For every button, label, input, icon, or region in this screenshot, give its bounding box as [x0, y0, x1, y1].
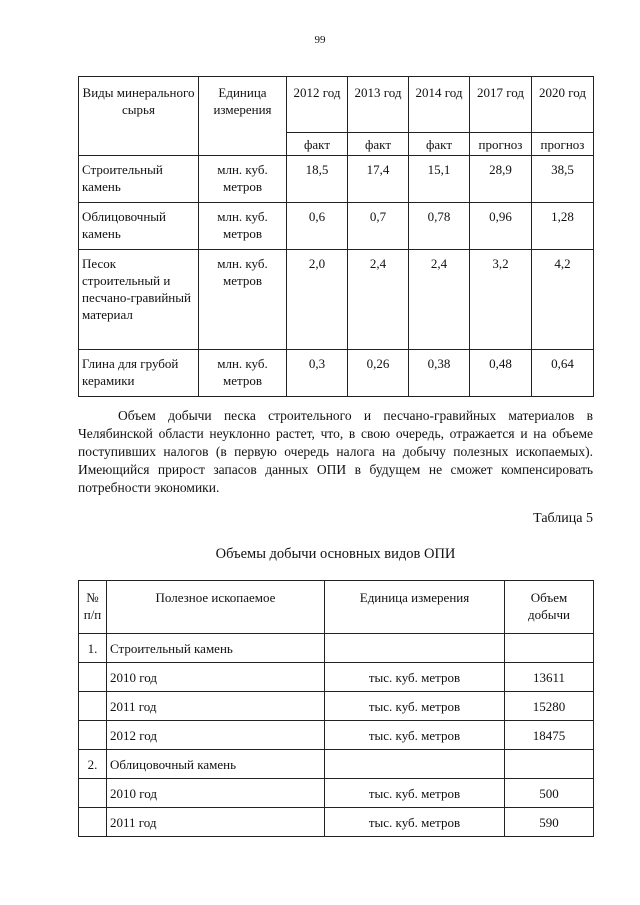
unit-cell: млн. куб. метров	[199, 350, 287, 397]
empty-cell	[79, 663, 107, 692]
mineral-name: Облицовочный камень	[79, 203, 199, 250]
header-year: 2012 год	[287, 77, 348, 133]
value-cell: 4,2	[532, 250, 594, 350]
mineral-name: Строительный камень	[79, 156, 199, 203]
value-cell: 15,1	[409, 156, 470, 203]
header-unit: Единица измерения	[199, 77, 287, 156]
value-cell: 0,6	[287, 203, 348, 250]
unit-cell: тыс. куб. метров	[325, 663, 505, 692]
value-cell: 38,5	[532, 156, 594, 203]
page-number: 99	[314, 34, 326, 46]
unit-cell: млн. куб. метров	[199, 250, 287, 350]
table-row	[79, 203, 594, 250]
header-year: 2014 год	[409, 77, 470, 133]
extraction-volumes-table	[78, 580, 594, 837]
empty-cell	[79, 779, 107, 808]
value-cell: 0,96	[470, 203, 532, 250]
body-paragraph: Объем добычи песка строительного и песчано-гравийных материалов в Челябинской области неуклонно растет, что, в свою очередь, отражается и на объеме поступивших налогов (в первую очередь налога на добычу полезных ископаемых). Имеющийся прирост запасов данных ОПИ в будущем не сможет компенсировать потребности экономики.	[78, 408, 593, 495]
value-cell: 0,7	[348, 203, 409, 250]
header-status: прогноз	[532, 133, 594, 156]
header-mineral: Полезное ископаемое	[107, 581, 325, 634]
table-row	[79, 779, 594, 808]
value-cell: 0,48	[470, 350, 532, 397]
value-cell: 0,78	[409, 203, 470, 250]
value-cell: 0,64	[532, 350, 594, 397]
header-number: № п/п	[79, 581, 107, 634]
table-row	[79, 663, 594, 692]
year-cell: 2011 год	[107, 692, 325, 721]
header-year: 2013 год	[348, 77, 409, 133]
mineral-forecast-table	[78, 76, 594, 397]
group-row	[79, 634, 594, 663]
header-status: прогноз	[470, 133, 532, 156]
value-cell: 17,4	[348, 156, 409, 203]
value-cell: 18,5	[287, 156, 348, 203]
year-cell: 2011 год	[107, 808, 325, 837]
value-cell: 18475	[505, 721, 594, 750]
value-cell: 15280	[505, 692, 594, 721]
group-number: 2.	[79, 750, 107, 779]
table-row	[79, 721, 594, 750]
table-row	[79, 156, 594, 203]
value-cell: 1,28	[532, 203, 594, 250]
table-label: Таблица 5	[533, 511, 593, 526]
empty-cell	[325, 750, 505, 779]
unit-cell: тыс. куб. метров	[325, 692, 505, 721]
table-title: Объемы добычи основных видов ОПИ	[215, 546, 456, 562]
empty-cell	[79, 692, 107, 721]
value-cell: 0,26	[348, 350, 409, 397]
empty-cell	[79, 721, 107, 750]
header-year: 2020 год	[532, 77, 594, 133]
value-cell: 500	[505, 779, 594, 808]
year-cell: 2012 год	[107, 721, 325, 750]
empty-cell	[505, 634, 594, 663]
value-cell: 590	[505, 808, 594, 837]
table-row	[79, 808, 594, 837]
header-status: факт	[287, 133, 348, 156]
header-unit: Единица измерения	[325, 581, 505, 634]
mineral-name: Глина для грубой керамики	[79, 350, 199, 397]
value-cell: 28,9	[470, 156, 532, 203]
table-row	[79, 692, 594, 721]
group-number: 1.	[79, 634, 107, 663]
header-mineral-type: Виды минерального сырья	[79, 77, 199, 156]
group-name: Облицовочный камень	[107, 750, 325, 779]
value-cell: 0,38	[409, 350, 470, 397]
value-cell: 2,0	[287, 250, 348, 350]
unit-cell: млн. куб. метров	[199, 156, 287, 203]
year-cell: 2010 год	[107, 779, 325, 808]
group-name: Строительный камень	[107, 634, 325, 663]
value-cell: 0,3	[287, 350, 348, 397]
header-year: 2017 год	[470, 77, 532, 133]
value-cell: 2,4	[409, 250, 470, 350]
header-status: факт	[409, 133, 470, 156]
value-cell: 13611	[505, 663, 594, 692]
unit-cell: тыс. куб. метров	[325, 779, 505, 808]
unit-cell: тыс. куб. метров	[325, 808, 505, 837]
group-row	[79, 750, 594, 779]
header-status: факт	[348, 133, 409, 156]
year-cell: 2010 год	[107, 663, 325, 692]
empty-cell	[79, 808, 107, 837]
value-cell: 3,2	[470, 250, 532, 350]
table-row	[79, 250, 594, 350]
unit-cell: тыс. куб. метров	[325, 721, 505, 750]
empty-cell	[325, 634, 505, 663]
table-row	[79, 350, 594, 397]
value-cell: 2,4	[348, 250, 409, 350]
mineral-name: Песок строительный и песчано-гравийный материал	[79, 250, 199, 350]
unit-cell: млн. куб. метров	[199, 203, 287, 250]
header-volume: Объем добычи	[505, 581, 594, 634]
empty-cell	[505, 750, 594, 779]
